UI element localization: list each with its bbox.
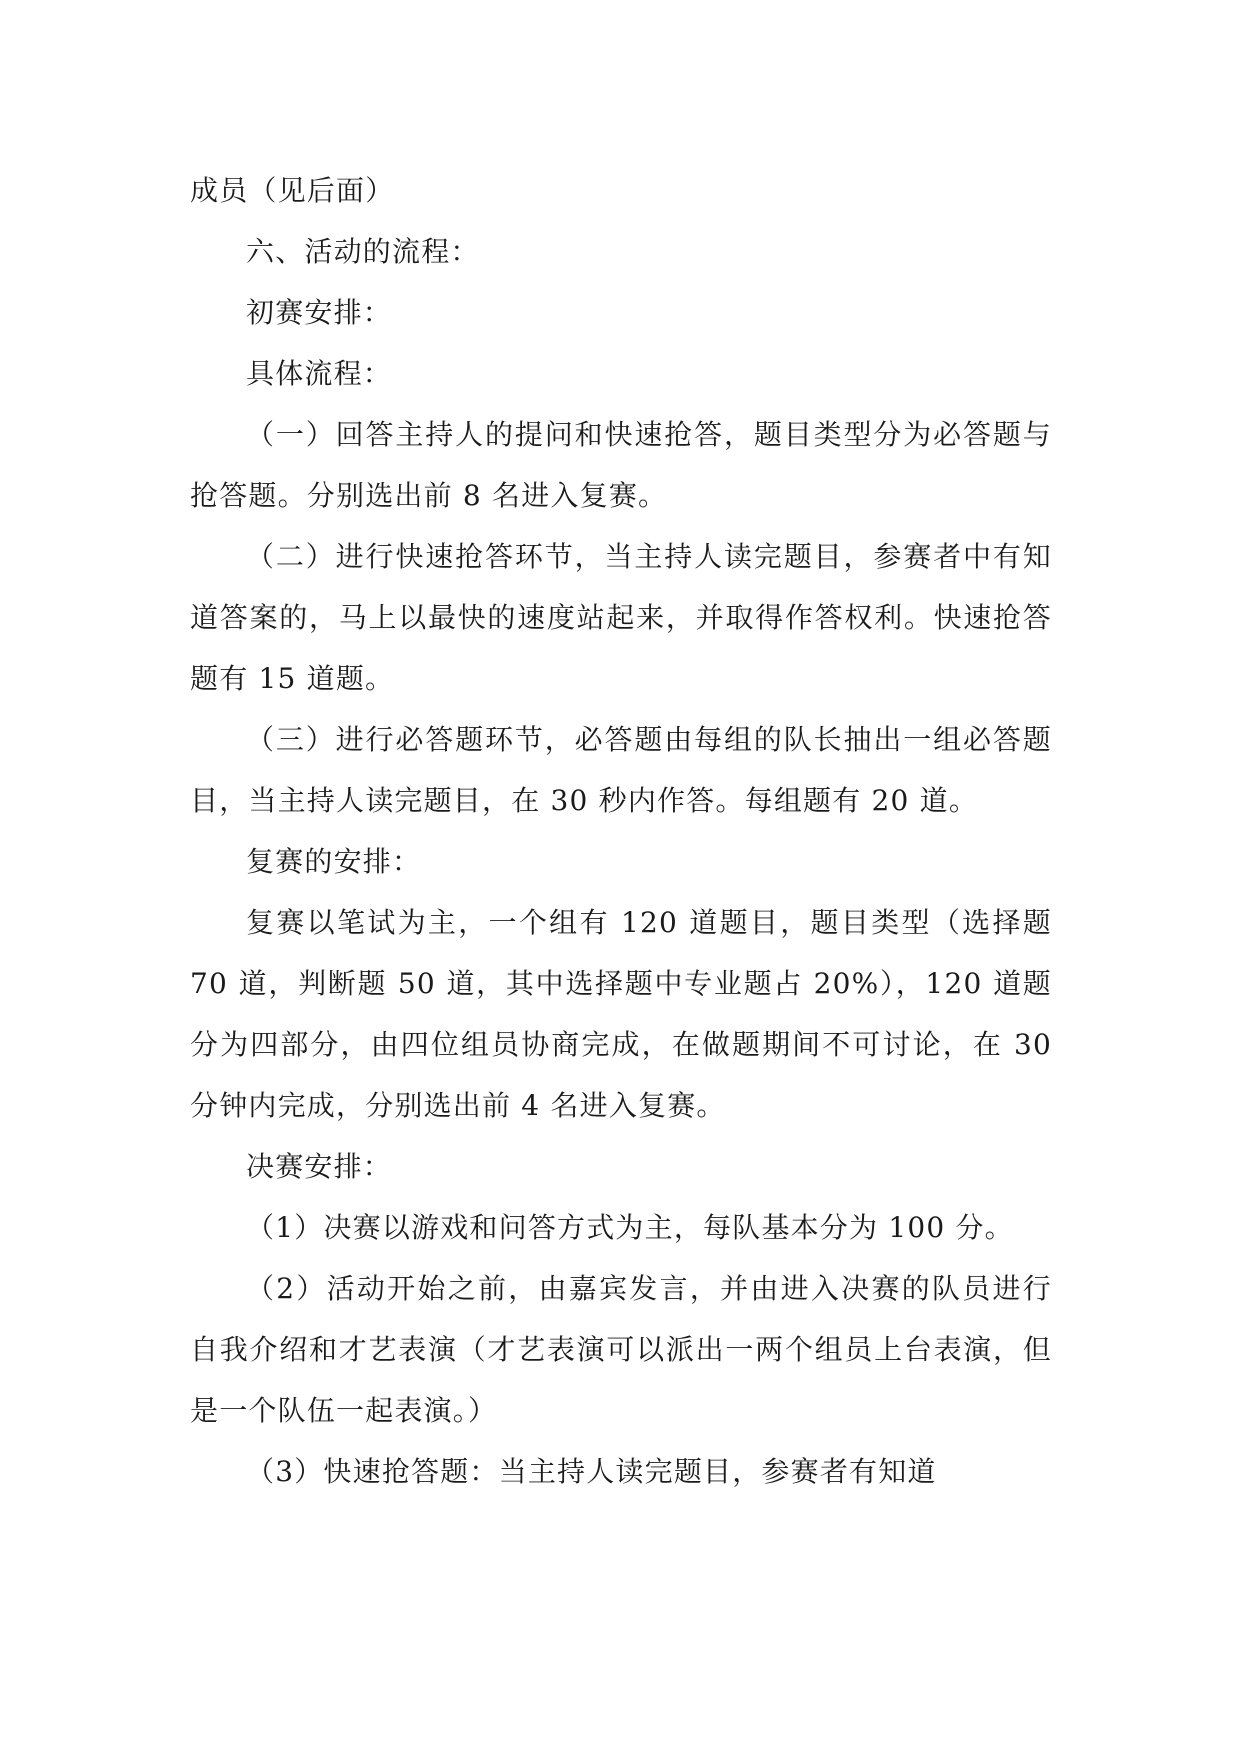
heading-activity-process: 六、活动的流程：	[246, 235, 480, 268]
paragraph-final-item-3: （3）快速抢答题：当主持人读完题目，参赛者有知道	[246, 1455, 937, 1488]
paragraph-step-one: （一）回答主持人的提问和快速抢答，题目类型分为必答题与抢答题。分别选出前 8 名进入复赛。	[190, 418, 1052, 512]
paragraph-final-item-1: （1）决赛以游戏和问答方式为主，每队基本分为 100 分。	[246, 1211, 1014, 1244]
heading-preliminary-arrangement: 初赛安排：	[246, 296, 393, 329]
paragraph-step-three: （三）进行必答题环节，必答题由每组的队长抽出一组必答题目，当主持人读完题目，在 30 秒内作答。每组题有 20 道。	[190, 723, 1052, 817]
heading-final-arrangement: 决赛安排：	[246, 1150, 393, 1183]
paragraph-final-item-2: （2）活动开始之前，由嘉宾发言，并由进入决赛的队员进行自我介绍和才艺表演（才艺表演可以派出一两个组员上台表演，但是一个队伍一起表演。）	[190, 1272, 1052, 1427]
document-body	[190, 160, 1052, 1502]
paragraph-step-two: （二）进行快速抢答环节，当主持人读完题目，参赛者中有知道答案的，马上以最快的速度站起来，并取得作答权利。快速抢答题有 15 道题。	[190, 540, 1052, 695]
paragraph-members-note: 成员（见后面）	[190, 174, 395, 207]
paragraph-semifinal-details: 复赛以笔试为主，一个组有 120 道题目，题目类型（选择题 70 道，判断题 50 道，其中选择题中专业题占 20%），120 道题分为四部分，由四位组员协商完成，在做题期间不可讨论，在 30 分钟内完成，分别选出前 4 名进入复赛。	[190, 906, 1052, 1122]
heading-specific-process: 具体流程：	[246, 357, 393, 390]
heading-semifinal-arrangement: 复赛的安排：	[246, 845, 422, 878]
